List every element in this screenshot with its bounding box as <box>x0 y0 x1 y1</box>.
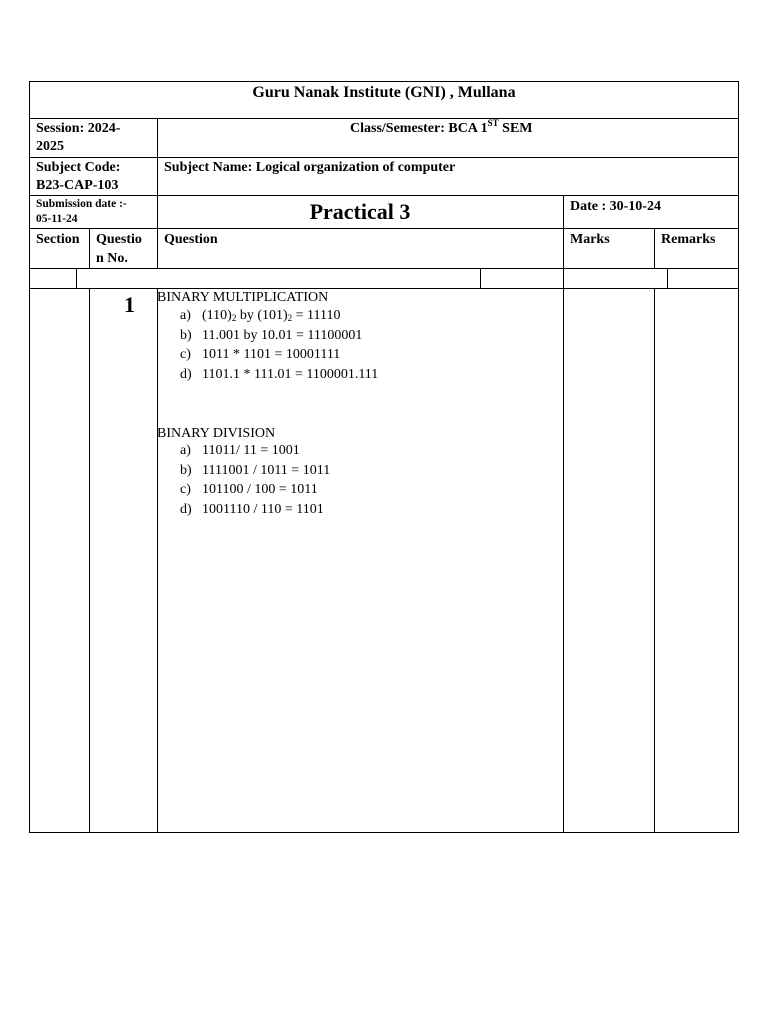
item-text-part: (110) <box>202 308 232 323</box>
col-section: Section <box>36 232 80 247</box>
session-label-cont: 2025 <box>36 139 64 154</box>
subject-code-label: Subject Code: <box>36 160 121 175</box>
rule <box>89 228 90 269</box>
list-item <box>180 500 560 520</box>
date-label: Date : 30-10-24 <box>570 199 661 214</box>
list-item <box>180 345 560 365</box>
rule <box>667 268 668 289</box>
col-question-no-line1: Questio <box>96 232 142 247</box>
list-item <box>180 480 560 500</box>
item-text: 1111001 / 1011 = 1011 <box>202 462 331 478</box>
item-text <box>202 306 340 326</box>
class-semester-suffix: SEM <box>498 121 533 136</box>
item-text-part: = 11110 <box>292 308 341 323</box>
item-text-part: by (101) <box>236 308 288 323</box>
item-letter: c) <box>180 482 191 497</box>
rule <box>89 288 90 833</box>
rule <box>480 268 481 289</box>
division-heading: BINARY DIVISION <box>157 426 276 441</box>
list-item <box>180 441 560 461</box>
item-letter: c) <box>180 347 191 362</box>
item-subscript: 2 <box>231 313 237 323</box>
submission-value: 05-11-24 <box>36 213 78 225</box>
item-letter: b) <box>180 462 192 478</box>
rule <box>76 268 77 289</box>
item-letter: a) <box>180 308 191 323</box>
rule <box>563 288 564 833</box>
rule <box>29 228 739 229</box>
class-semester <box>350 119 533 138</box>
practical-title: Practical 3 <box>309 199 411 224</box>
item-text: 1011 * 1101 = 10001111 <box>202 347 341 362</box>
list-item <box>180 326 560 346</box>
institute-title: Guru Nanak Institute (GNI) , Mullana <box>252 84 516 101</box>
class-semester-sup: ST <box>487 118 499 128</box>
class-semester-text: Class/Semester: BCA 1 <box>350 121 488 136</box>
item-text: 1101.1 * 111.01 = 1100001.111 <box>202 366 379 382</box>
rule <box>563 268 564 289</box>
col-marks: Marks <box>570 232 610 247</box>
item-letter: d) <box>180 501 192 517</box>
division-list <box>180 441 560 519</box>
list-item <box>180 461 560 481</box>
item-text: 11011/ 11 = 1001 <box>202 443 300 458</box>
multiplication-list <box>180 306 560 384</box>
rule <box>29 195 739 196</box>
item-subscript: 2 <box>287 313 293 323</box>
rule <box>654 288 655 833</box>
spacer-row <box>29 268 739 289</box>
session-label: Session: 2024- <box>36 121 121 136</box>
rule <box>157 288 158 833</box>
item-text: 101100 / 100 = 1011 <box>202 482 318 497</box>
item-letter: d) <box>180 366 192 382</box>
item-text: 1001110 / 110 = 1101 <box>202 501 324 517</box>
item-letter: b) <box>180 327 192 343</box>
subject-name: Subject Name: Logical organization of computer <box>164 160 456 175</box>
col-remarks: Remarks <box>661 232 716 247</box>
multiplication-heading: BINARY MULTIPLICATION <box>157 290 329 305</box>
item-letter: a) <box>180 443 191 458</box>
subject-code-value: B23-CAP-103 <box>36 178 119 193</box>
list-item <box>180 306 560 326</box>
col-question: Question <box>164 232 218 247</box>
rule <box>654 228 655 269</box>
col-question-no-line2: n No. <box>96 251 128 266</box>
question-number: 1 <box>124 292 135 317</box>
rule <box>563 195 564 269</box>
list-item <box>180 365 560 385</box>
item-text: 11.001 by 10.01 = 11100001 <box>202 327 363 343</box>
rule <box>157 118 158 269</box>
submission-label: Submission date :- <box>36 198 127 210</box>
